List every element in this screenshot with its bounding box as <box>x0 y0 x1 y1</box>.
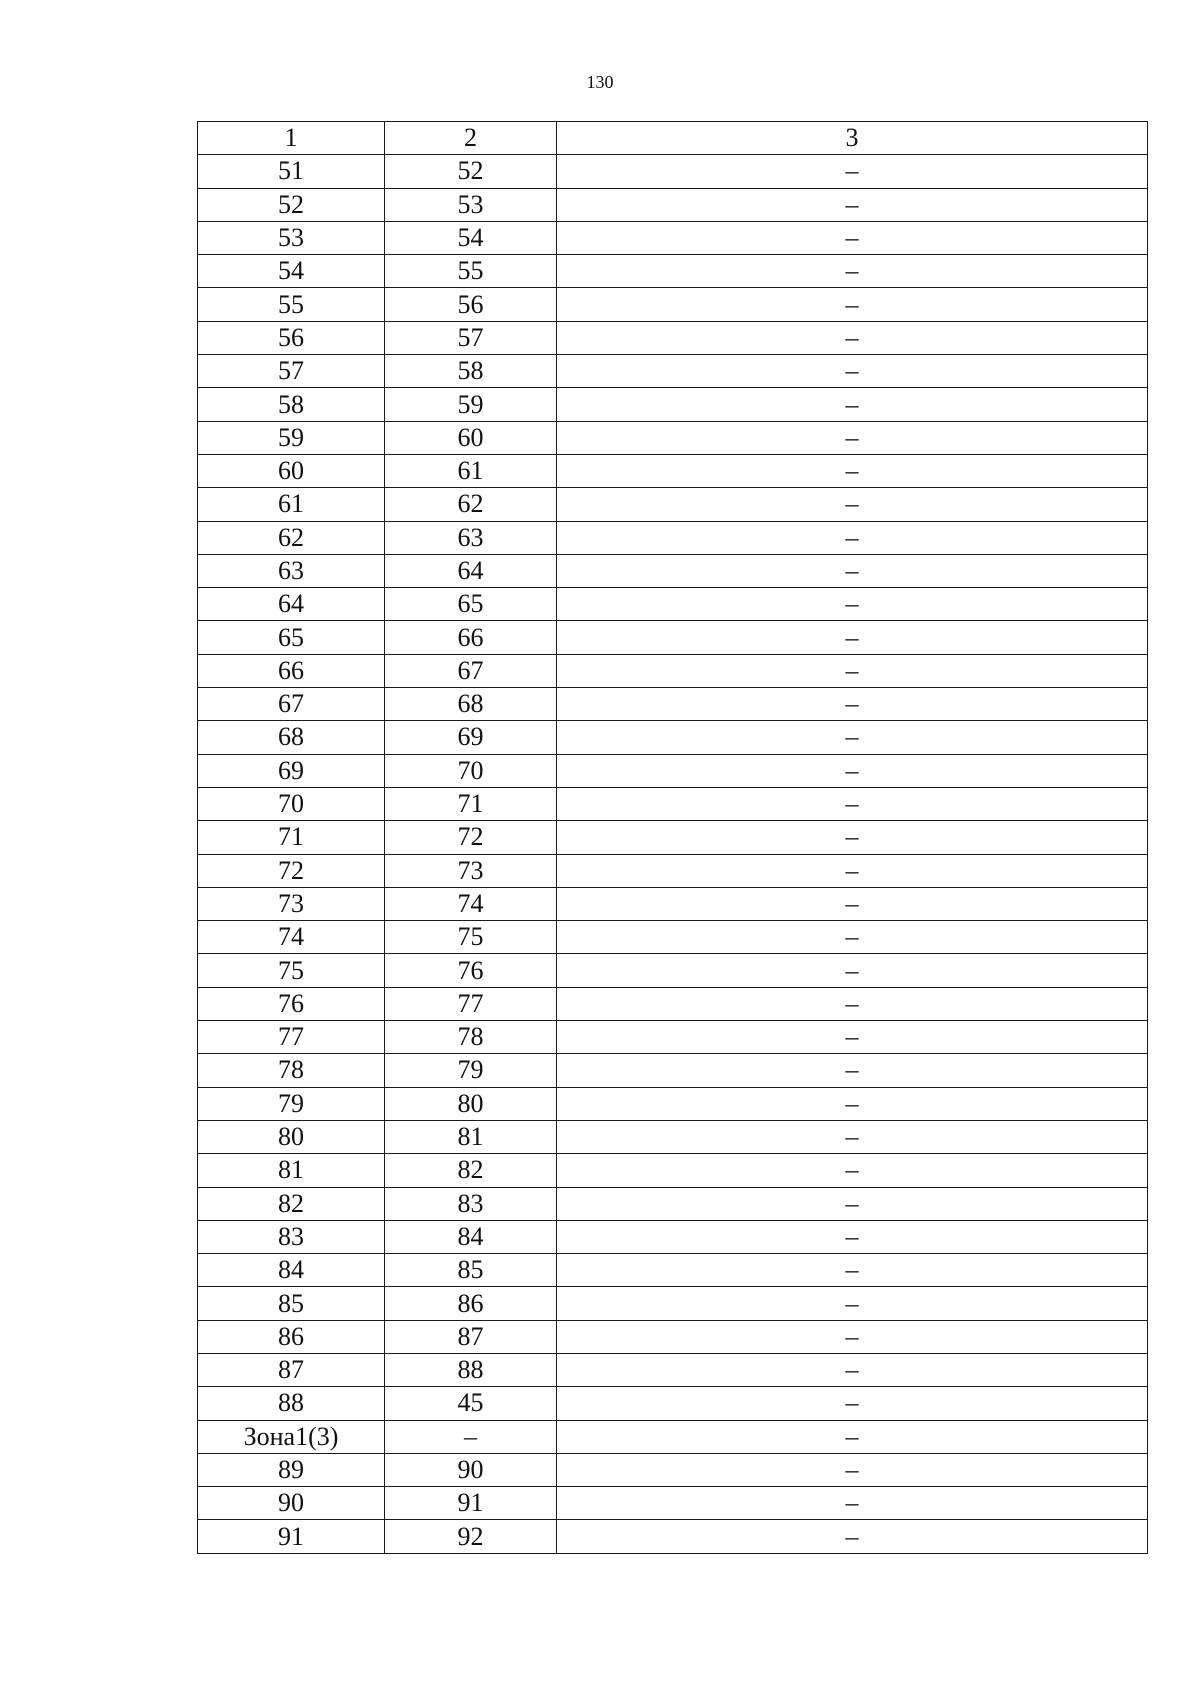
table-cell-col-3: – <box>557 688 1148 721</box>
table-row <box>198 1387 1148 1420</box>
table-cell-col-2: 45 <box>385 1387 557 1420</box>
table-cell-col-3: – <box>557 421 1148 454</box>
table-row <box>198 754 1148 787</box>
table-cell-col-2: 90 <box>385 1453 557 1486</box>
table-cell-col-2: 88 <box>385 1353 557 1386</box>
table-cell-col-3: – <box>557 887 1148 920</box>
table-row <box>198 954 1148 987</box>
table-cell-col-1: 78 <box>198 1054 385 1087</box>
table-cell-col-2: – <box>385 1420 557 1453</box>
table-row <box>198 1220 1148 1253</box>
table-row <box>198 288 1148 321</box>
table-cell-col-3: – <box>557 854 1148 887</box>
table-cell-col-3: – <box>557 921 1148 954</box>
header-cell-col-3: 3 <box>557 122 1148 155</box>
table-cell-col-3: – <box>557 654 1148 687</box>
table-row <box>198 987 1148 1020</box>
table-row <box>198 1453 1148 1486</box>
table-cell-col-2: 85 <box>385 1254 557 1287</box>
table-cell-col-1: 52 <box>198 188 385 221</box>
table-cell-col-3: – <box>557 588 1148 621</box>
table-cell-col-1: 75 <box>198 954 385 987</box>
table-cell-col-3: – <box>557 1520 1148 1553</box>
table-cell-col-3: – <box>557 1320 1148 1353</box>
table-row <box>198 1021 1148 1054</box>
table-cell-col-2: 64 <box>385 554 557 587</box>
table-cell-col-2: 81 <box>385 1120 557 1153</box>
table-cell-col-1: 77 <box>198 1021 385 1054</box>
table-cell-col-1: 91 <box>198 1520 385 1553</box>
table-cell-col-3: – <box>557 288 1148 321</box>
table-cell-col-3: – <box>557 1087 1148 1120</box>
table-cell-col-3: – <box>557 1187 1148 1220</box>
table-row <box>198 621 1148 654</box>
table-cell-col-1: 66 <box>198 654 385 687</box>
table-cell-col-3: – <box>557 255 1148 288</box>
table-row <box>198 1353 1148 1386</box>
table-cell-col-2: 73 <box>385 854 557 887</box>
table-cell-col-1: 90 <box>198 1487 385 1520</box>
table-cell-col-3: – <box>557 1254 1148 1287</box>
table-cell-col-3: – <box>557 388 1148 421</box>
table-cell-col-2: 68 <box>385 688 557 721</box>
table-row <box>198 488 1148 521</box>
table-cell-col-2: 72 <box>385 821 557 854</box>
table-cell-col-3: – <box>557 1453 1148 1486</box>
table-cell-col-2: 66 <box>385 621 557 654</box>
table-cell-col-1: 51 <box>198 155 385 188</box>
table-row <box>198 355 1148 388</box>
table-cell-col-1: 89 <box>198 1453 385 1486</box>
table-cell-col-1: 84 <box>198 1254 385 1287</box>
table-row <box>198 388 1148 421</box>
header-cell-col-1: 1 <box>198 122 385 155</box>
table-cell-col-3: – <box>557 1487 1148 1520</box>
table-cell-col-1: 86 <box>198 1320 385 1353</box>
table-cell-col-2: 83 <box>385 1187 557 1220</box>
table-cell-col-2: 75 <box>385 921 557 954</box>
table-cell-col-3: – <box>557 554 1148 587</box>
table-row <box>198 221 1148 254</box>
table-row <box>198 1520 1148 1553</box>
table-cell-col-1: 60 <box>198 454 385 487</box>
table-cell-col-2: 55 <box>385 255 557 288</box>
header-cell-col-2: 2 <box>385 122 557 155</box>
table-cell-col-1: 76 <box>198 987 385 1020</box>
table-cell-col-3: – <box>557 1353 1148 1386</box>
table-cell-col-3: – <box>557 521 1148 554</box>
table-row <box>198 1420 1148 1453</box>
table-row <box>198 688 1148 721</box>
table-cell-col-2: 59 <box>385 388 557 421</box>
table-cell-col-1: 62 <box>198 521 385 554</box>
table-cell-col-2: 79 <box>385 1054 557 1087</box>
table-row <box>198 321 1148 354</box>
table-row <box>198 1287 1148 1320</box>
table-cell-col-3: – <box>557 754 1148 787</box>
table-cell-col-3: – <box>557 954 1148 987</box>
page-number: 130 <box>586 72 614 92</box>
table-cell-col-2: 71 <box>385 787 557 820</box>
table-row <box>198 554 1148 587</box>
table-cell-col-3: – <box>557 155 1148 188</box>
table-cell-col-2: 65 <box>385 588 557 621</box>
table-cell-col-3: – <box>557 221 1148 254</box>
table-cell-col-1: 74 <box>198 921 385 954</box>
table-cell-col-2: 70 <box>385 754 557 787</box>
table-cell-col-2: 61 <box>385 454 557 487</box>
table-cell-col-1: 55 <box>198 288 385 321</box>
table-cell-col-3: – <box>557 1387 1148 1420</box>
table-row <box>198 255 1148 288</box>
table-cell-col-2: 62 <box>385 488 557 521</box>
table-cell-col-3: – <box>557 1021 1148 1054</box>
table-cell-col-3: – <box>557 987 1148 1020</box>
table-cell-col-2: 54 <box>385 221 557 254</box>
table-cell-col-3: – <box>557 1420 1148 1453</box>
table-cell-col-1: 63 <box>198 554 385 587</box>
table-cell-col-3: – <box>557 1120 1148 1153</box>
table-cell-col-1: 88 <box>198 1387 385 1420</box>
table-cell-col-3: – <box>557 321 1148 354</box>
table-cell-col-1: 69 <box>198 754 385 787</box>
table-cell-col-2: 69 <box>385 721 557 754</box>
table-row <box>198 1154 1148 1187</box>
table-cell-col-2: 80 <box>385 1087 557 1120</box>
table-cell-col-2: 63 <box>385 521 557 554</box>
table-row <box>198 421 1148 454</box>
table-cell-col-1: 65 <box>198 621 385 654</box>
table-row <box>198 921 1148 954</box>
table-cell-col-3: – <box>557 188 1148 221</box>
table-cell-col-3: – <box>557 1220 1148 1253</box>
table-cell-col-1: 81 <box>198 1154 385 1187</box>
table-header-row <box>198 122 1148 155</box>
table-cell-col-3: – <box>557 1154 1148 1187</box>
table-cell-col-1: 54 <box>198 255 385 288</box>
table-row <box>198 1087 1148 1120</box>
table-row <box>198 787 1148 820</box>
table-cell-col-2: 76 <box>385 954 557 987</box>
table-row <box>198 1487 1148 1520</box>
table-row <box>198 1320 1148 1353</box>
table-cell-col-2: 74 <box>385 887 557 920</box>
table-cell-col-1: 82 <box>198 1187 385 1220</box>
table-cell-col-1: 53 <box>198 221 385 254</box>
table-cell-col-3: – <box>557 787 1148 820</box>
table-cell-col-2: 57 <box>385 321 557 354</box>
table-row <box>198 721 1148 754</box>
table-cell-col-1: 58 <box>198 388 385 421</box>
table-cell-col-1: 83 <box>198 1220 385 1253</box>
table-row <box>198 1254 1148 1287</box>
table-cell-col-3: – <box>557 1054 1148 1087</box>
table-cell-col-2: 67 <box>385 654 557 687</box>
table-cell-col-1: 64 <box>198 588 385 621</box>
table-cell-col-1: 85 <box>198 1287 385 1320</box>
table-cell-col-2: 86 <box>385 1287 557 1320</box>
table-cell-col-1: 79 <box>198 1087 385 1120</box>
table-cell-col-1: Зона1(3) <box>198 1420 385 1453</box>
table-row <box>198 1054 1148 1087</box>
table-cell-col-1: 87 <box>198 1353 385 1386</box>
table-cell-col-1: 57 <box>198 355 385 388</box>
table-cell-col-1: 72 <box>198 854 385 887</box>
table-cell-col-3: – <box>557 488 1148 521</box>
table-cell-col-2: 52 <box>385 155 557 188</box>
table-row <box>198 454 1148 487</box>
table-cell-col-1: 70 <box>198 787 385 820</box>
table-cell-col-3: – <box>557 721 1148 754</box>
table-cell-col-2: 77 <box>385 987 557 1020</box>
table-cell-col-1: 68 <box>198 721 385 754</box>
table-row <box>198 588 1148 621</box>
table-cell-col-1: 73 <box>198 887 385 920</box>
table-row <box>198 854 1148 887</box>
table-cell-col-2: 78 <box>385 1021 557 1054</box>
table-cell-col-2: 84 <box>385 1220 557 1253</box>
table-cell-col-2: 58 <box>385 355 557 388</box>
table-row <box>198 1120 1148 1153</box>
coordinates-table <box>197 121 1148 1554</box>
table-row <box>198 821 1148 854</box>
table-cell-col-1: 67 <box>198 688 385 721</box>
table-cell-col-3: – <box>557 621 1148 654</box>
table-cell-col-2: 60 <box>385 421 557 454</box>
table-body <box>198 122 1148 1554</box>
table-row <box>198 887 1148 920</box>
table-row <box>198 654 1148 687</box>
table-cell-col-2: 56 <box>385 288 557 321</box>
table-row <box>198 521 1148 554</box>
table-cell-col-2: 53 <box>385 188 557 221</box>
table-row <box>198 188 1148 221</box>
table-cell-col-1: 56 <box>198 321 385 354</box>
table-cell-col-3: – <box>557 355 1148 388</box>
table-cell-col-3: – <box>557 454 1148 487</box>
table-row <box>198 155 1148 188</box>
table-cell-col-2: 82 <box>385 1154 557 1187</box>
table-cell-col-1: 71 <box>198 821 385 854</box>
table-cell-col-1: 80 <box>198 1120 385 1153</box>
table-cell-col-1: 59 <box>198 421 385 454</box>
table-cell-col-2: 91 <box>385 1487 557 1520</box>
table-cell-col-3: – <box>557 1287 1148 1320</box>
table-cell-col-1: 61 <box>198 488 385 521</box>
table-row <box>198 1187 1148 1220</box>
table-cell-col-2: 87 <box>385 1320 557 1353</box>
table-cell-col-3: – <box>557 821 1148 854</box>
table-cell-col-2: 92 <box>385 1520 557 1553</box>
